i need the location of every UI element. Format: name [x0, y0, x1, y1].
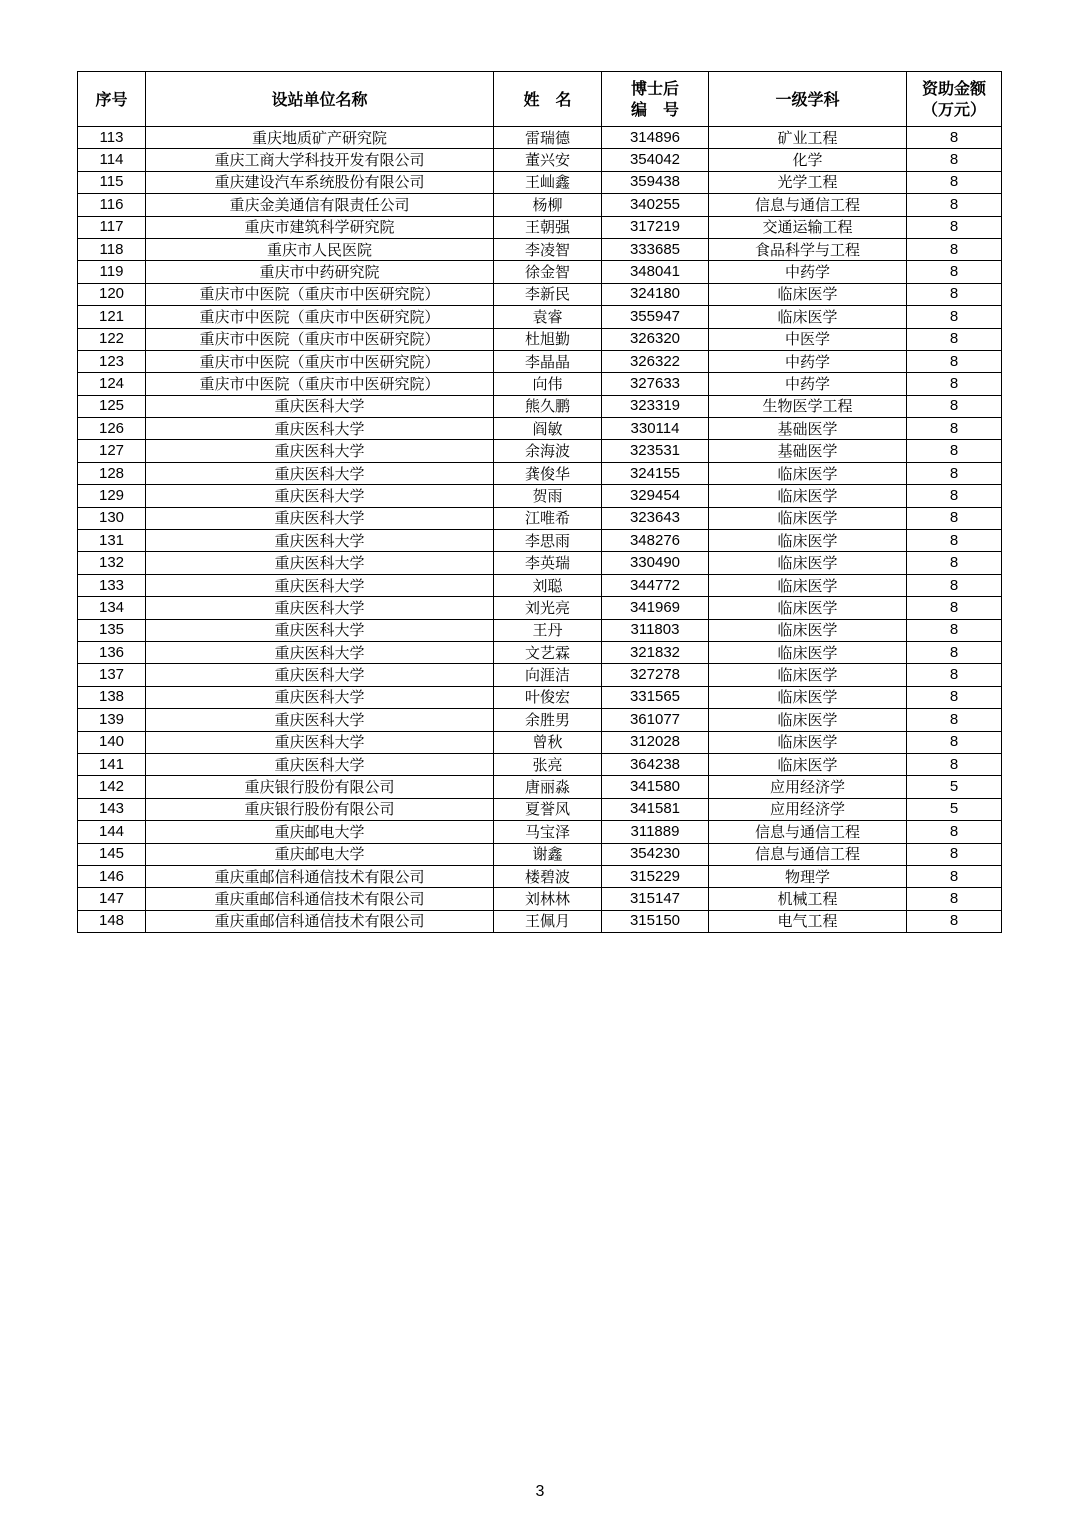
table-row: [78, 776, 1002, 798]
cell-name: 楼碧波: [494, 865, 602, 887]
cell-name: 余胜男: [494, 709, 602, 731]
cell-unit: 重庆医科大学: [146, 641, 494, 663]
header-funding: [907, 72, 1002, 127]
cell-name: 马宝泽: [494, 821, 602, 843]
cell-postdoc-id: 323319: [602, 395, 709, 417]
cell-funding-amount: 8: [907, 283, 1002, 305]
table-row: [78, 753, 1002, 775]
cell-funding-amount: 8: [907, 619, 1002, 641]
table-row: [78, 507, 1002, 529]
cell-unit: 重庆市中医院（重庆市中医研究院）: [146, 328, 494, 350]
cell-index: 121: [78, 306, 146, 328]
cell-unit: 重庆医科大学: [146, 731, 494, 753]
table-row: [78, 216, 1002, 238]
cell-index: 122: [78, 328, 146, 350]
cell-unit: 重庆邮电大学: [146, 821, 494, 843]
cell-index: 113: [78, 127, 146, 149]
cell-funding-amount: 8: [907, 530, 1002, 552]
table-row: [78, 462, 1002, 484]
cell-discipline: 应用经济学: [709, 776, 907, 798]
cell-name: 王屾鑫: [494, 171, 602, 193]
cell-discipline: 临床医学: [709, 485, 907, 507]
cell-postdoc-id: 341581: [602, 798, 709, 820]
cell-discipline: 临床医学: [709, 664, 907, 686]
table-row: [78, 194, 1002, 216]
header-postdoc-id-line2: 编 号: [630, 100, 679, 119]
table-row: [78, 597, 1002, 619]
cell-index: 131: [78, 530, 146, 552]
cell-postdoc-id: 321832: [602, 641, 709, 663]
cell-postdoc-id: 329454: [602, 485, 709, 507]
cell-index: 127: [78, 440, 146, 462]
cell-index: 138: [78, 686, 146, 708]
cell-funding-amount: 8: [907, 485, 1002, 507]
cell-index: 129: [78, 485, 146, 507]
cell-unit: 重庆医科大学: [146, 418, 494, 440]
cell-funding-amount: 8: [907, 462, 1002, 484]
cell-index: 120: [78, 283, 146, 305]
cell-funding-amount: 8: [907, 843, 1002, 865]
cell-postdoc-id: 361077: [602, 709, 709, 731]
cell-postdoc-id: 311889: [602, 821, 709, 843]
cell-postdoc-id: 317219: [602, 216, 709, 238]
cell-funding-amount: 8: [907, 865, 1002, 887]
cell-postdoc-id: 323643: [602, 507, 709, 529]
cell-discipline: 光学工程: [709, 171, 907, 193]
cell-funding-amount: 8: [907, 306, 1002, 328]
cell-unit: 重庆建设汽车系统股份有限公司: [146, 171, 494, 193]
table-row: [78, 306, 1002, 328]
cell-funding-amount: 8: [907, 127, 1002, 149]
cell-funding-amount: 8: [907, 350, 1002, 372]
cell-name: 龚俊华: [494, 462, 602, 484]
table-row: [78, 709, 1002, 731]
table-row: [78, 373, 1002, 395]
cell-postdoc-id: 354230: [602, 843, 709, 865]
cell-index: 145: [78, 843, 146, 865]
cell-discipline: 临床医学: [709, 619, 907, 641]
cell-postdoc-id: 315147: [602, 888, 709, 910]
cell-discipline: 临床医学: [709, 753, 907, 775]
cell-index: 126: [78, 418, 146, 440]
cell-postdoc-id: 333685: [602, 238, 709, 260]
cell-index: 137: [78, 664, 146, 686]
cell-unit: 重庆市中医院（重庆市中医研究院）: [146, 283, 494, 305]
cell-name: 刘聪: [494, 574, 602, 596]
cell-index: 124: [78, 373, 146, 395]
cell-unit: 重庆医科大学: [146, 753, 494, 775]
cell-name: 董兴安: [494, 149, 602, 171]
cell-funding-amount: 8: [907, 507, 1002, 529]
header-name: 姓 名: [494, 72, 602, 127]
cell-unit: 重庆医科大学: [146, 507, 494, 529]
table-row: [78, 328, 1002, 350]
cell-unit: 重庆医科大学: [146, 709, 494, 731]
cell-discipline: 临床医学: [709, 552, 907, 574]
cell-funding-amount: 8: [907, 149, 1002, 171]
table-row: [78, 440, 1002, 462]
cell-name: 杨柳: [494, 194, 602, 216]
cell-discipline: 基础医学: [709, 440, 907, 462]
cell-name: 江唯希: [494, 507, 602, 529]
cell-postdoc-id: 326322: [602, 350, 709, 372]
table-row: [78, 395, 1002, 417]
cell-postdoc-id: 327633: [602, 373, 709, 395]
cell-funding-amount: 8: [907, 888, 1002, 910]
cell-funding-amount: 5: [907, 798, 1002, 820]
cell-postdoc-id: 348041: [602, 261, 709, 283]
cell-funding-amount: 8: [907, 440, 1002, 462]
cell-postdoc-id: 326320: [602, 328, 709, 350]
cell-discipline: 基础医学: [709, 418, 907, 440]
table-header: [78, 72, 1002, 127]
table-row: [78, 888, 1002, 910]
cell-unit: 重庆市建筑科学研究院: [146, 216, 494, 238]
header-postdoc-id: [602, 72, 709, 127]
cell-unit: 重庆医科大学: [146, 574, 494, 596]
cell-index: 115: [78, 171, 146, 193]
cell-index: 133: [78, 574, 146, 596]
cell-unit: 重庆市中医院（重庆市中医研究院）: [146, 350, 494, 372]
cell-name: 王佩月: [494, 910, 602, 932]
cell-discipline: 食品科学与工程: [709, 238, 907, 260]
cell-name: 向伟: [494, 373, 602, 395]
cell-discipline: 临床医学: [709, 306, 907, 328]
cell-index: 125: [78, 395, 146, 417]
cell-postdoc-id: 364238: [602, 753, 709, 775]
cell-index: 119: [78, 261, 146, 283]
cell-unit: 重庆市中医院（重庆市中医研究院）: [146, 373, 494, 395]
cell-funding-amount: 8: [907, 552, 1002, 574]
cell-index: 134: [78, 597, 146, 619]
table-row: [78, 619, 1002, 641]
cell-index: 146: [78, 865, 146, 887]
cell-funding-amount: 8: [907, 709, 1002, 731]
cell-unit: 重庆医科大学: [146, 686, 494, 708]
table-row: [78, 641, 1002, 663]
table-row: [78, 171, 1002, 193]
cell-funding-amount: 8: [907, 821, 1002, 843]
cell-name: 李英瑞: [494, 552, 602, 574]
cell-name: 刘光亮: [494, 597, 602, 619]
cell-index: 135: [78, 619, 146, 641]
cell-name: 徐金智: [494, 261, 602, 283]
cell-name: 李思雨: [494, 530, 602, 552]
cell-postdoc-id: 359438: [602, 171, 709, 193]
cell-postdoc-id: 344772: [602, 574, 709, 596]
cell-discipline: 临床医学: [709, 597, 907, 619]
cell-postdoc-id: 315229: [602, 865, 709, 887]
cell-index: 144: [78, 821, 146, 843]
cell-name: 雷瑞德: [494, 127, 602, 149]
cell-discipline: 临床医学: [709, 574, 907, 596]
cell-discipline: 机械工程: [709, 888, 907, 910]
cell-name: 阎敏: [494, 418, 602, 440]
cell-discipline: 交通运输工程: [709, 216, 907, 238]
cell-funding-amount: 8: [907, 686, 1002, 708]
cell-funding-amount: 8: [907, 597, 1002, 619]
cell-unit: 重庆医科大学: [146, 485, 494, 507]
cell-index: 118: [78, 238, 146, 260]
cell-discipline: 物理学: [709, 865, 907, 887]
cell-name: 张亮: [494, 753, 602, 775]
cell-postdoc-id: 324155: [602, 462, 709, 484]
cell-name: 叶俊宏: [494, 686, 602, 708]
cell-name: 李凌智: [494, 238, 602, 260]
table-row: [78, 418, 1002, 440]
cell-unit: 重庆医科大学: [146, 462, 494, 484]
cell-name: 袁睿: [494, 306, 602, 328]
cell-funding-amount: 8: [907, 418, 1002, 440]
cell-name: 李新民: [494, 283, 602, 305]
cell-index: 130: [78, 507, 146, 529]
cell-discipline: 矿业工程: [709, 127, 907, 149]
cell-unit: 重庆医科大学: [146, 395, 494, 417]
cell-index: 123: [78, 350, 146, 372]
header-index: 序号: [78, 72, 146, 127]
table-row: [78, 283, 1002, 305]
cell-postdoc-id: 330114: [602, 418, 709, 440]
cell-unit: 重庆医科大学: [146, 440, 494, 462]
cell-funding-amount: 8: [907, 753, 1002, 775]
cell-unit: 重庆医科大学: [146, 530, 494, 552]
cell-funding-amount: 8: [907, 395, 1002, 417]
cell-funding-amount: 8: [907, 664, 1002, 686]
cell-index: 114: [78, 149, 146, 171]
cell-discipline: 中医学: [709, 328, 907, 350]
cell-funding-amount: 8: [907, 171, 1002, 193]
cell-unit: 重庆市中医院（重庆市中医研究院）: [146, 306, 494, 328]
cell-index: 136: [78, 641, 146, 663]
cell-discipline: 应用经济学: [709, 798, 907, 820]
cell-index: 128: [78, 462, 146, 484]
table-row: [78, 574, 1002, 596]
table-row: [78, 865, 1002, 887]
cell-funding-amount: 5: [907, 776, 1002, 798]
cell-postdoc-id: 354042: [602, 149, 709, 171]
header-funding-line1: 资助金额: [921, 79, 986, 98]
cell-name: 王丹: [494, 619, 602, 641]
cell-discipline: 临床医学: [709, 530, 907, 552]
cell-discipline: 临床医学: [709, 462, 907, 484]
table-row: [78, 238, 1002, 260]
cell-discipline: 临床医学: [709, 709, 907, 731]
cell-index: 143: [78, 798, 146, 820]
cell-unit: 重庆医科大学: [146, 597, 494, 619]
table-row: [78, 127, 1002, 149]
cell-name: 曾秋: [494, 731, 602, 753]
cell-name: 杜旭勤: [494, 328, 602, 350]
cell-index: 147: [78, 888, 146, 910]
cell-funding-amount: 8: [907, 373, 1002, 395]
cell-unit: 重庆重邮信科通信技术有限公司: [146, 888, 494, 910]
table-row: [78, 910, 1002, 932]
cell-funding-amount: 8: [907, 238, 1002, 260]
header-funding-line2: （万元）: [921, 100, 986, 119]
table-row: [78, 350, 1002, 372]
cell-unit: 重庆邮电大学: [146, 843, 494, 865]
cell-discipline: 中药学: [709, 261, 907, 283]
header-postdoc-id-line1: 博士后: [630, 79, 679, 98]
cell-unit: 重庆市人民医院: [146, 238, 494, 260]
cell-discipline: 信息与通信工程: [709, 194, 907, 216]
cell-name: 谢鑫: [494, 843, 602, 865]
header-row: [78, 72, 1002, 127]
cell-discipline: 临床医学: [709, 686, 907, 708]
cell-postdoc-id: 341580: [602, 776, 709, 798]
cell-funding-amount: 8: [907, 641, 1002, 663]
cell-name: 向涯洁: [494, 664, 602, 686]
cell-unit: 重庆医科大学: [146, 664, 494, 686]
cell-unit: 重庆银行股份有限公司: [146, 776, 494, 798]
cell-discipline: 电气工程: [709, 910, 907, 932]
cell-funding-amount: 8: [907, 328, 1002, 350]
cell-postdoc-id: 355947: [602, 306, 709, 328]
table-row: [78, 485, 1002, 507]
table-row: [78, 731, 1002, 753]
cell-postdoc-id: 330490: [602, 552, 709, 574]
cell-postdoc-id: 324180: [602, 283, 709, 305]
cell-postdoc-id: 323531: [602, 440, 709, 462]
cell-postdoc-id: 315150: [602, 910, 709, 932]
cell-index: 117: [78, 216, 146, 238]
cell-name: 夏誉风: [494, 798, 602, 820]
cell-name: 刘林林: [494, 888, 602, 910]
table-row: [78, 552, 1002, 574]
cell-funding-amount: 8: [907, 574, 1002, 596]
cell-discipline: 信息与通信工程: [709, 843, 907, 865]
cell-funding-amount: 8: [907, 216, 1002, 238]
table-row: [78, 530, 1002, 552]
cell-name: 王朝强: [494, 216, 602, 238]
cell-discipline: 临床医学: [709, 731, 907, 753]
cell-index: 148: [78, 910, 146, 932]
cell-index: 132: [78, 552, 146, 574]
table-row: [78, 686, 1002, 708]
cell-index: 116: [78, 194, 146, 216]
header-unit: 设站单位名称: [146, 72, 494, 127]
page-number: 3: [535, 1483, 545, 1500]
cell-discipline: 临床医学: [709, 507, 907, 529]
cell-index: 140: [78, 731, 146, 753]
table-row: [78, 664, 1002, 686]
cell-discipline: 化学: [709, 149, 907, 171]
cell-unit: 重庆市中药研究院: [146, 261, 494, 283]
cell-discipline: 临床医学: [709, 283, 907, 305]
cell-unit: 重庆医科大学: [146, 619, 494, 641]
cell-postdoc-id: 311803: [602, 619, 709, 641]
cell-index: 142: [78, 776, 146, 798]
cell-discipline: 临床医学: [709, 641, 907, 663]
cell-name: 文艺霖: [494, 641, 602, 663]
cell-unit: 重庆医科大学: [146, 552, 494, 574]
cell-unit: 重庆工商大学科技开发有限公司: [146, 149, 494, 171]
table-row: [78, 149, 1002, 171]
cell-name: 余海波: [494, 440, 602, 462]
cell-unit: 重庆金美通信有限责任公司: [146, 194, 494, 216]
cell-name: 李晶晶: [494, 350, 602, 372]
cell-postdoc-id: 340255: [602, 194, 709, 216]
cell-postdoc-id: 327278: [602, 664, 709, 686]
cell-discipline: 信息与通信工程: [709, 821, 907, 843]
cell-index: 139: [78, 709, 146, 731]
cell-index: 141: [78, 753, 146, 775]
table-row: [78, 843, 1002, 865]
cell-funding-amount: 8: [907, 731, 1002, 753]
cell-postdoc-id: 331565: [602, 686, 709, 708]
cell-funding-amount: 8: [907, 261, 1002, 283]
cell-unit: 重庆银行股份有限公司: [146, 798, 494, 820]
table-row: [78, 261, 1002, 283]
cell-name: 熊久鹏: [494, 395, 602, 417]
cell-unit: 重庆重邮信科通信技术有限公司: [146, 865, 494, 887]
cell-unit: 重庆地质矿产研究院: [146, 127, 494, 149]
cell-name: 唐丽淼: [494, 776, 602, 798]
cell-postdoc-id: 314896: [602, 127, 709, 149]
cell-postdoc-id: 341969: [602, 597, 709, 619]
cell-postdoc-id: 312028: [602, 731, 709, 753]
table-body: [78, 127, 1002, 933]
cell-discipline: 中药学: [709, 350, 907, 372]
header-discipline: 一级学科: [709, 72, 907, 127]
cell-discipline: 中药学: [709, 373, 907, 395]
cell-unit: 重庆重邮信科通信技术有限公司: [146, 910, 494, 932]
cell-funding-amount: 8: [907, 910, 1002, 932]
funding-roster-table: [77, 71, 1002, 933]
cell-discipline: 生物医学工程: [709, 395, 907, 417]
cell-funding-amount: 8: [907, 194, 1002, 216]
table-row: [78, 798, 1002, 820]
table-row: [78, 821, 1002, 843]
cell-name: 贺雨: [494, 485, 602, 507]
cell-postdoc-id: 348276: [602, 530, 709, 552]
